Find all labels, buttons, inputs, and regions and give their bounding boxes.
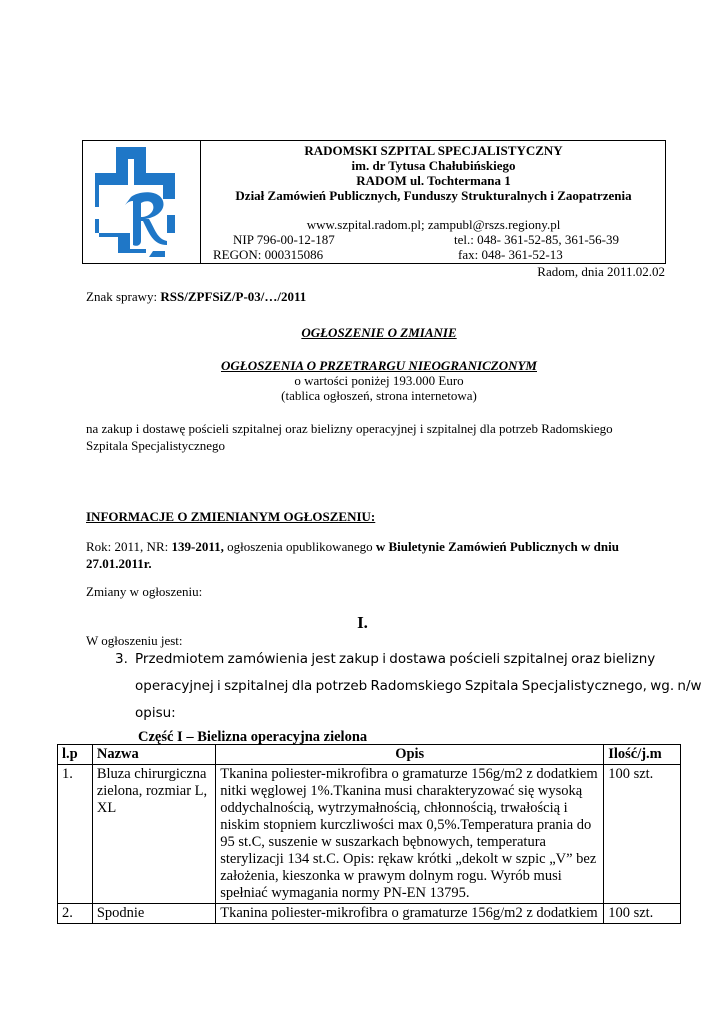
fax: fax: 048- 361-52-13 [458,247,563,262]
subtitle-publication: (tablica ogłoszeń, strona internetowa) [281,388,477,403]
point-line3: opisu: [135,705,176,721]
items-table [57,744,681,924]
title-change: OGŁOSZENIE O ZMIANIE [301,325,457,340]
column-header-lp: l.p [58,745,93,765]
case-number: RSS/ZPFSiZ/P-03/…/2011 [160,289,307,304]
hospital-name: RADOMSKI SZPITAL SPECJALISTYCZNY [304,143,563,158]
hospital-address: RADOM ul. Tochtermana 1 [356,173,511,188]
subject-text: na zakup i dostawę pościeli szpitalnej oraz bielizny operacyjnej i szpitalnej dla potrzeb Radomskiego Szpitala Specjalistycznego [86,421,613,453]
hospital-patron: im. dr Tytusa Chałubińskiego [351,158,516,173]
point-line1: Przedmiotem zamówienia jest zakup i dostawa pościeli szpitalnej oraz bielizny [135,651,656,667]
header-box [82,140,666,264]
regon: REGON: 000315086 [213,247,324,262]
is-label: W ogłoszeniu jest: [86,633,183,648]
title-tender: OGŁOSZENIA O PRZETRARGU NIEOGRANICZONYM [220,358,537,373]
column-header-quantity: Ilość/j.m [604,745,681,765]
cell-name: Spodnie [92,904,215,924]
cell-quantity: 100 szt. [604,904,681,924]
info-heading: INFORMACJE O ZMIENIANYM OGŁOSZENIU: [86,509,376,524]
changes-label: Zmiany w ogłoszeniu: [86,584,203,599]
column-header-name: Nazwa [92,745,215,765]
table-row [58,765,681,904]
date-line: Radom, dnia 2011.02.02 [537,264,665,279]
subtitle-value: o wartości poniżej 193.000 Euro [294,373,464,388]
department-name: Dział Zamówień Publicznych, Funduszy Strukturalnych i Zaopatrzenia [235,188,632,203]
cell-description: Tkanina poliester-mikrofibra o gramaturze 156g/m2 z dodatkiem nitki węglowej 1%.Tkanina musi charakteryzować się wysoką oddychalnością, wytrzymałnością, chłonnością, trwałością i niskim stopniem kurczliwości max 0,5%.Temperatura prania do 95 st.C, suszenie w suszarkach bębnowych, temperatura sterylizacji 134 st.C. Opis: rękaw krótki „dekolt w szpic „V” bez założenia, kieszonka w prawym dolnym rogu. Wyrób musi spełniać wymagania normy PN-EN 13795. [216,765,604,904]
roman-section: I. [357,613,368,632]
phone: tel.: 048- 361-52-85, 361-56-39 [454,232,620,247]
hospital-logo [83,141,201,264]
web-email: www.szpital.radom.pl; zampubl@rszs.regiony.pl [306,217,561,232]
table-header-row [58,745,681,765]
table-row [58,904,681,924]
point-line2: operacyjnej i szpitalnej dla potrzeb Radomskiego Szpitala Specjalistycznego, wg. n/w [135,678,702,694]
point-number: 3. [115,651,128,667]
column-header-description: Opis [216,745,604,765]
case-reference: Znak sprawy: RSS/ZPFSiZ/P-03/…/2011 [86,289,307,304]
nip: NIP 796-00-12-187 [233,232,335,247]
cell-name: Bluza chirurgiczna zielona, rozmiar L, XL [92,765,215,904]
info-paragraph: Rok: 2011, NR: 139-2011, ogłoszenia opublikowanego w Biuletynie Zamówień Publicznych w dniu 27.01.2011r. [86,539,619,571]
cell-description: Tkanina poliester-mikrofibra o gramaturze 156g/m2 z dodatkiem [216,904,604,924]
part-heading: Część I – Bielizna operacyjna zielona [138,729,368,745]
cell-lp: 1. [58,765,93,904]
cell-quantity: 100 szt. [604,765,681,904]
cell-lp: 2. [58,904,93,924]
